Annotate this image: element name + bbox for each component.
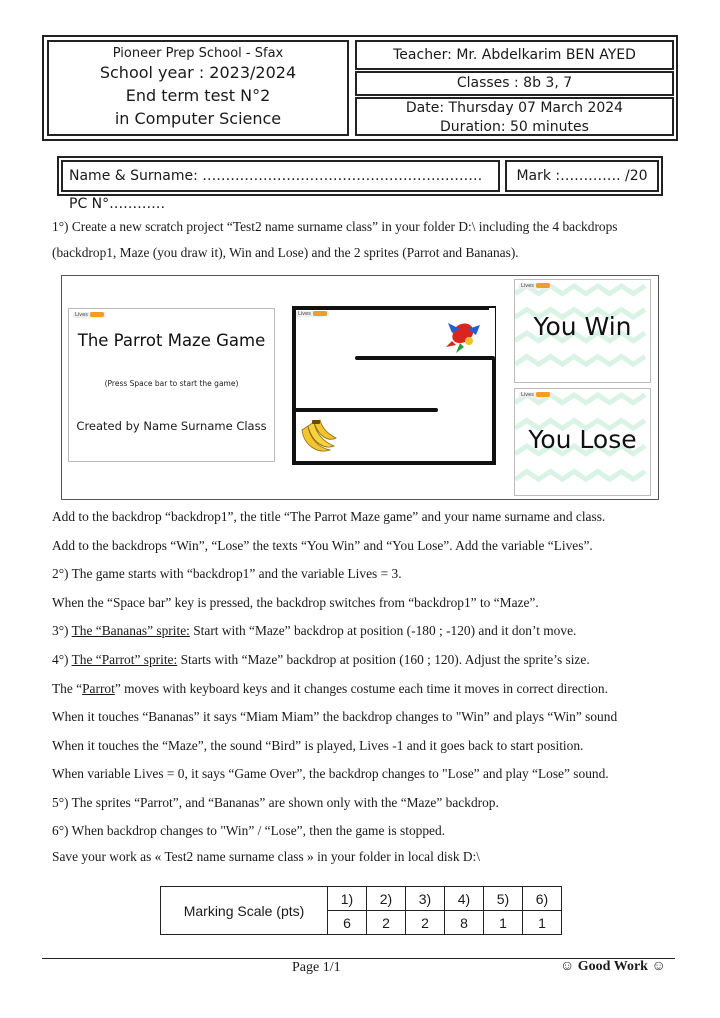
question-header: 5) [484,887,523,911]
q2-line-1: 2°) The game starts with “backdrop1” and the variable Lives = 3. [52,566,402,581]
q1-line-1: 1°) Create a new scratch project “Test2 name surname class” in your folder D:\ including the 4 backdrops [52,219,618,234]
maze-screenshot [284,279,507,497]
q3-line: 3°) The “Bananas” sprite: Start with “Maze” backdrop at position (-180 ; -120) and it don’t move. [52,623,577,638]
school-year: School year : 2023/2024 [99,63,297,82]
teacher-name: Teacher: Mr. Abdelkarim BEN AYED [355,40,674,70]
marking-scale-label: Marking Scale (pts) [161,887,328,935]
school-name: Pioneer Prep School - Sfax [112,46,284,61]
page-number: Page 1/1 [292,960,341,975]
school-info-box [47,40,349,136]
question-header: 1) [328,887,367,911]
q1-line-2: (backdrop1, Maze (you draw it), Win and Lose) and the 2 sprites (Parrot and Bananas). [52,245,519,260]
q4-line-1: 4°) The “Parrot” sprite: Starts with “Maze” backdrop at position (160 ; 120). Adjust the sprite’s size. [52,652,590,667]
instruction-line-1: Add to the backdrop “backdrop1”, the title “The Parrot Maze game” and your name surname and class. [52,509,606,524]
date: Date: Thursday 07 March 2024 [405,100,624,116]
points-cell: 1 [523,911,562,935]
test-title: End term test N°2 [125,86,271,105]
q4-line-5: When variable Lives = 0, it says “Game Over”, the backdrop changes to "Lose” and play “Lose” sound. [52,766,609,781]
backdrop1-credit: Created by Name Surname Class [76,419,267,433]
bananas-sprite [302,420,336,451]
bananas-sprite-heading: The “Bananas” sprite: [71,623,190,638]
duration: Duration: 50 minutes [440,119,589,135]
backdrop1-screenshot [68,308,275,462]
lives-monitor: Lives [296,311,329,317]
marking-scale-table [160,886,562,935]
q6-line: 6°) When backdrop changes to "Win” / “Lose”, then the game is stopped. [52,823,446,838]
points-cell: 6 [328,911,367,935]
q4-line-3: When it touches “Bananas” it says “Miam Miam” the backdrop changes to "Win” and plays “Win” sound [52,709,618,724]
lives-monitor: Lives [519,283,552,289]
instruction-line-2: Add to the backdrops “Win”, “Lose” the texts “You Win” and “You Lose”. Add the variable “Lives”. [52,538,593,553]
you-lose-text: You Lose [528,425,637,454]
lose-backdrop-screenshot [514,388,651,496]
classes: Classes : 8b 3, 7 [355,71,674,96]
q5-line: 5°) The sprites “Parrot”, and “Bananas” are shown only with the “Maze” backdrop. [52,795,499,810]
question-header: 2) [367,887,406,911]
q4-line-2: The “Parrot” moves with keyboard keys and it changes costume each time it moves in correct direction. [52,681,608,696]
date-duration-cell [355,97,674,136]
backdrops-figure [61,275,659,500]
name-surname-field[interactable]: Name & Surname: ……………………………………………………PC N°………… [61,160,500,192]
points-cell: 2 [367,911,406,935]
question-header: 3) [406,887,445,911]
points-cell: 2 [406,911,445,935]
points-cell: 1 [484,911,523,935]
question-header: 4) [445,887,484,911]
parrot-sprite-heading: The “Parrot” sprite: [71,652,178,667]
good-work-text: ☺ Good Work ☺ [560,959,666,974]
save-instruction: Save your work as « Test2 name surname class » in your folder in local disk D:\ [52,849,480,864]
question-header: 6) [523,887,562,911]
table-row [161,887,562,911]
q2-line-2: When the “Space bar” key is pressed, the backdrop switches from “backdrop1” to “Maze”. [52,595,539,610]
subject: in Computer Science [114,109,282,128]
win-backdrop-screenshot [514,279,651,383]
student-info-bar [57,156,663,212]
header-box [42,35,678,141]
parrot-sprite [446,323,480,353]
q4-line-4: When it touches the “Maze”, the sound “Bird” is played, Lives -1 and it goes back to start position. [52,738,584,753]
backdrop1-title: The Parrot Maze Game [77,331,266,350]
you-win-text: You Win [533,312,632,341]
lives-monitor: Lives [519,392,552,398]
backdrop1-subtitle: (Press Space bar to start the game) [104,379,239,388]
parrot-word: Parrot [82,681,115,696]
teacher-info-box [355,40,674,136]
points-cell: 8 [445,911,484,935]
mark-field: Mark :…………. /20 [505,160,659,192]
lives-monitor: Lives [73,312,106,318]
